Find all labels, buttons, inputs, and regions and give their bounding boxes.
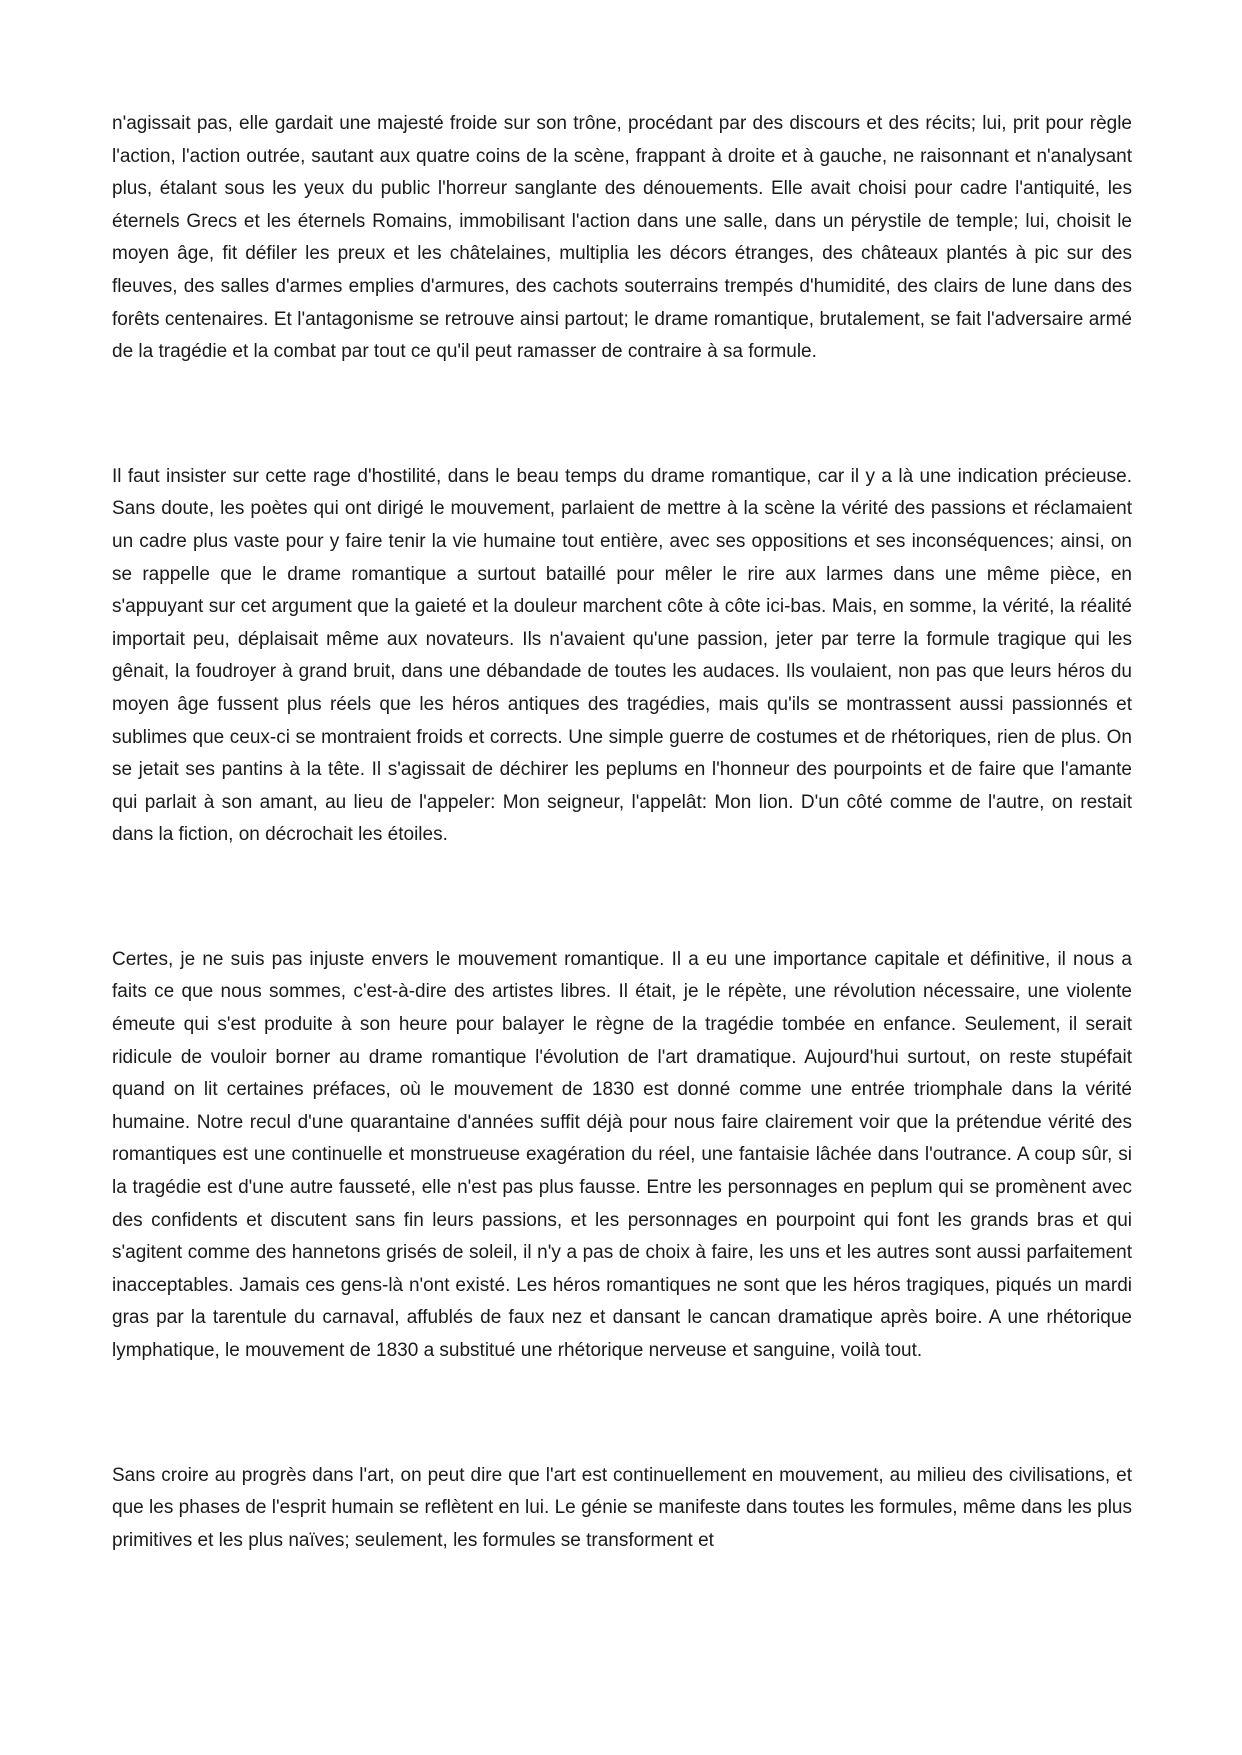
paragraph: Il faut insister sur cette rage d'hostilité, dans le beau temps du drame romantique, car il y a là une indication précieuse. Sans doute, les poètes qui ont dirigé le mouvement, parlaient de mettre à la scène la vérité des passions et réclamaient un cadre plus vaste pour y faire tenir la vie humaine tout entière, avec ses oppositions et ses inconséquences; ainsi, on se rappelle que le drame romantique a surtout bataillé pour mêler le rire aux larmes dans une même pièce, en s'appuyant sur cet argument que la gaieté et la douleur marchent côte à côte ici-bas. Mais, en somme, la vérité, la réalité importait peu, déplaisait même aux novateurs. Ils n'avaient qu'une passion, jeter par terre la formule tragique qui les gênait, la foudroyer à grand bruit, dans une débandade de toutes les audaces. Ils voulaient, non pas que leurs héros du moyen âge fussent plus réels que les héros antiques des tragédies, mais qu'ils se montrassent aussi passionnés et sublimes que ceux-ci se montraient froids et corrects. Une simple guerre de costumes et de rhétoriques, rien de plus. On se jetait ses pantins à la tête. Il s'agissait de déchirer les peplums en l'honneur des pourpoints et de faire que l'amante qui parlait à son amant, au lieu de l'appeler: Mon seigneur, l'appelât: Mon lion. D'un côté comme de l'autre, on restait dans la fiction, on décrochait les étoiles. [112,465,1132,846]
paragraph: Sans croire au progrès dans l'art, on peut dire que l'art est continuellement en mouvement, au milieu des civilisations, et que les phases de l'esprit humain se reflètent en lui. Le génie se manifeste dans toutes les formules, même dans les plus primitives et les plus naïves; seulement, les formules se transforment et [112,1464,1132,1551]
paragraph: Certes, je ne suis pas injuste envers le mouvement romantique. Il a eu une importance capitale et définitive, il nous a faits ce que nous sommes, c'est-à-dire des artistes libres. Il était, je le répète, une révolution nécessaire, une violente émeute qui s'est produite à son heure pour balayer le règne de la tragédie tombée en enfance. Seulement, il serait ridicule de vouloir borner au drame romantique l'évolution de l'art dramatique. Aujourd'hui surtout, on reste stupéfait quand on lit certaines préfaces, où le mouvement de 1830 est donné comme une entrée triomphale dans la vérité humaine. Notre recul d'une quarantaine d'années suffit déjà pour nous faire clairement voir que la prétendue vérité des romantiques est une continuelle et monstrueuse exagération du réel, une fantaisie lâchée dans l'outrance. A coup sûr, si la tragédie est d'une autre fausseté, elle n'est pas plus fausse. Entre les personnages en peplum qui se promènent avec des confidents et discutent sans fin leurs passions, et les personnages en pourpoint qui font les grands bras et qui s'agitent comme des hannetons grisés de soleil, il n'y a pas de choix à faire, les uns et les autres sont aussi parfaitement inacceptables. Jamais ces gens-là n'ont existé. Les héros romantiques ne sont que les héros tragiques, piqués un mardi gras par la tarentule du carnaval, affublés de faux nez et dansant le cancan dramatique après boire. A une rhétorique lymphatique, le mouvement de 1830 a substitué une rhétorique nerveuse et sanguine, voilà tout. [112,948,1132,1361]
document-page [112,108,1132,1557]
paragraph: n'agissait pas, elle gardait une majesté froide sur son trône, procédant par des discours et des récits; lui, prit pour règle l'action, l'action outrée, sautant aux quatre coins de la scène, frappant à droite et à gauche, ne raisonnant et n'analysant plus, étalant sous les yeux du public l'horreur sanglante des dénouements. Elle avait choisi pour cadre l'antiquité, les éternels Grecs et les éternels Romains, immobilisant l'action dans une salle, dans un pérystile de temple; lui, choisit le moyen âge, fit défiler les preux et les châtelaines, multiplia les décors étranges, des châteaux plantés à pic sur des fleuves, des salles d'armes emplies d'armures, des cachots souterrains trempés d'humidité, des clairs de lune dans des forêts centenaires. Et l'antagonisme se retrouve ainsi partout; le drame romantique, brutalement, se fait l'adversaire armé de la tragédie et la combat par tout ce qu'il peut ramasser de contraire à sa formule. [112,113,1132,363]
